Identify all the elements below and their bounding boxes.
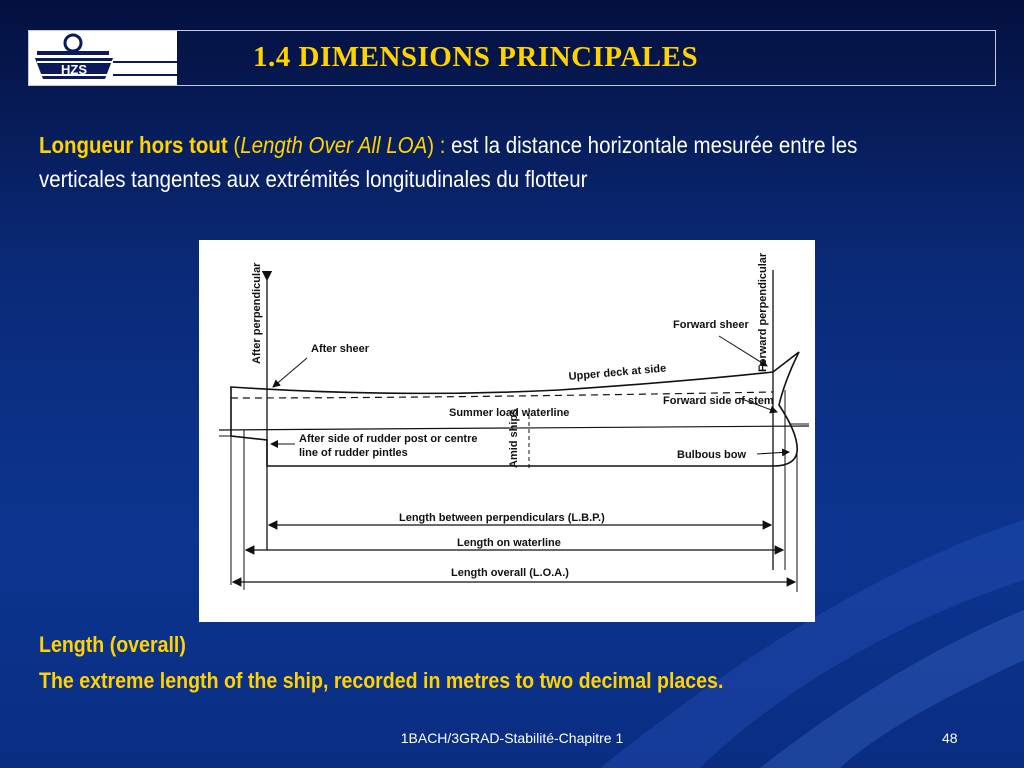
summer-waterline-label: Summer load waterline <box>449 407 570 419</box>
after-sheer-arrow <box>273 358 307 387</box>
after-perpendicular-label: After perpendicular <box>251 262 263 364</box>
slide-title: 1.4 DIMENSIONS PRINCIPALES <box>253 41 699 73</box>
english-definition-body: The extreme length of the ship, recorded in metres to two decimal places. <box>39 668 724 693</box>
ship-dimensions-figure <box>199 240 815 622</box>
title-bar <box>28 30 996 86</box>
logo <box>29 31 177 85</box>
definition-paren-open: ( <box>227 132 241 158</box>
lbp-label: Length between perpendiculars (L.B.P.) <box>399 512 605 524</box>
definition-text: est la distance horizontale mesurée entre les verticales tangentes aux extrémités longitudinales du flotteur <box>39 132 858 192</box>
rudder-post-label: After side of rudder post or centre line of rudder pintles <box>299 433 478 459</box>
forward-perpendicular-label: Forward perpendicular <box>757 252 769 372</box>
after-sheer-label: After sheer <box>311 343 370 355</box>
svg-text:HZS: HZS <box>61 62 87 77</box>
hzs-logo-icon <box>29 31 177 85</box>
definition-term: Longueur hors tout <box>39 132 228 158</box>
ship-diagram <box>199 240 815 622</box>
footer-course: 1BACH/3GRAD-Stabilité-Chapitre 1 <box>400 730 624 746</box>
definition-english-term: Length Over All LOA <box>240 132 428 158</box>
bulbous-bow-label: Bulbous bow <box>677 449 747 461</box>
lwl-label: Length on waterline <box>457 537 561 549</box>
definition-paren-close: ) : <box>427 132 452 158</box>
upper-deck-label: Upper deck at side <box>568 362 667 383</box>
english-definition-heading: Length (overall) <box>39 632 186 657</box>
loa-label: Length overall (L.O.A.) <box>451 567 569 579</box>
forward-sheer-label: Forward sheer <box>673 319 749 331</box>
definition-paragraph <box>39 128 885 196</box>
amidships-label: Amid ships <box>508 408 520 468</box>
forward-side-stem-label: Forward side of stem <box>663 395 774 407</box>
page-number: 48 <box>942 730 958 746</box>
